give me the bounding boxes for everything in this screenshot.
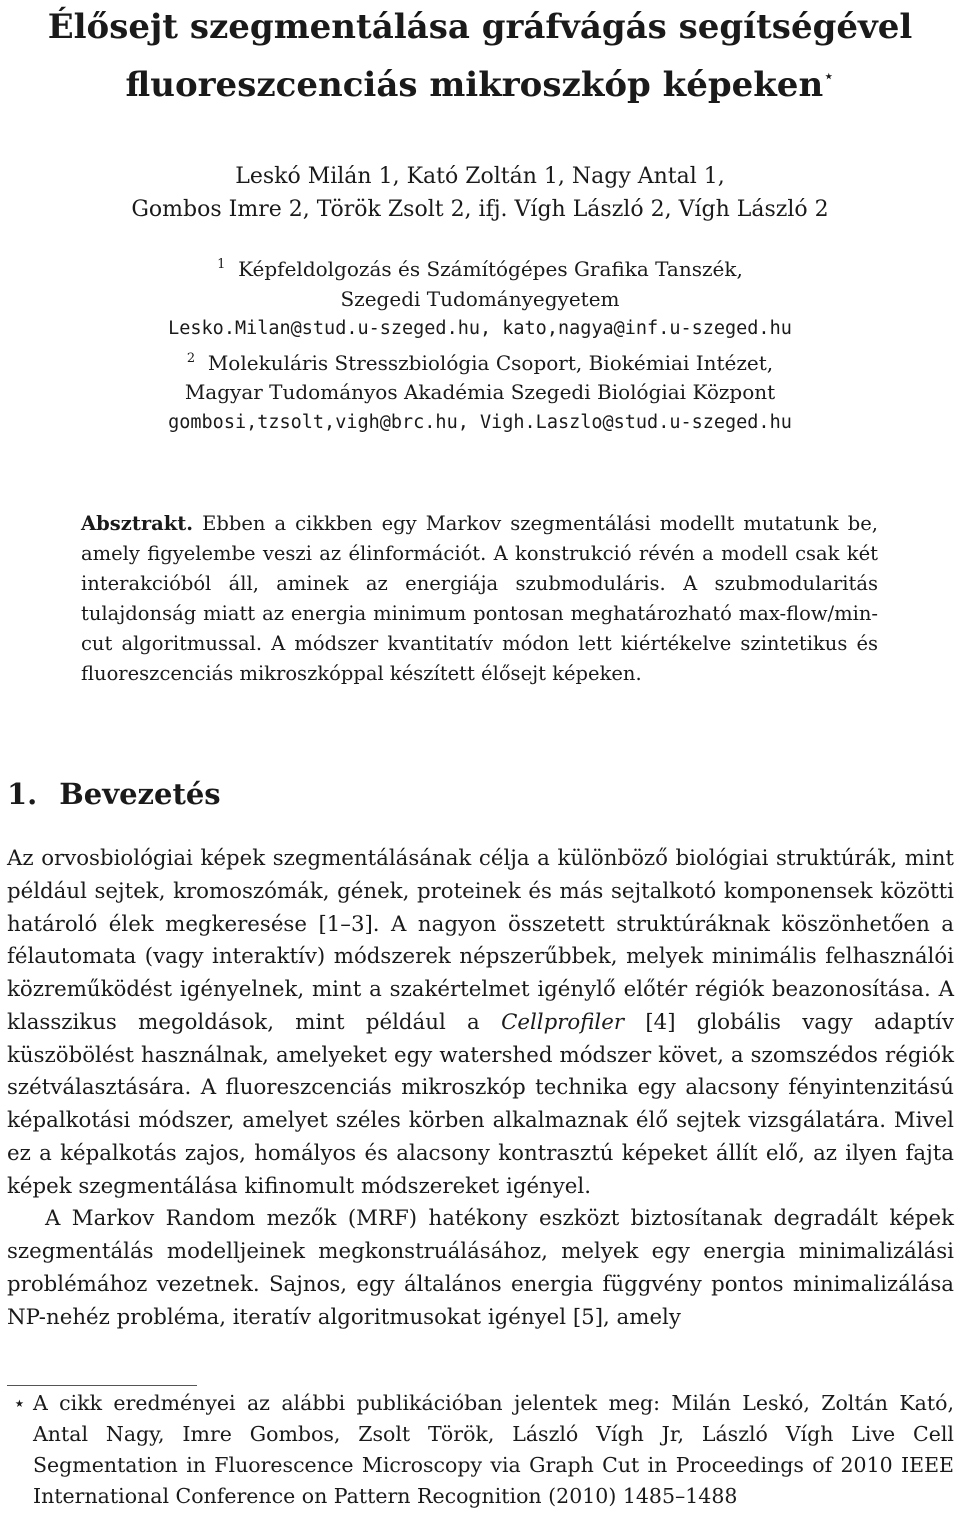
section-title: Bevezetés xyxy=(59,777,221,811)
abstract-label: Absztrakt. xyxy=(81,512,194,535)
affiliation-1-line-2: Szegedi Tudományegyetem xyxy=(340,286,620,311)
affiliation-2-line-1 xyxy=(0,344,960,379)
title-footnote-mark: ⋆ xyxy=(823,66,835,87)
cellprofiler-name: Cellprofiler xyxy=(501,1009,625,1035)
abstract-text: Ebben a cikkben egy Markov szegmentálási modellt mutatunk be, amely figyelembe veszi az élinformációt. A konstrukció révén a modell csak két interakcióból áll, aminek az energiája szubmoduláris. A szubmodularitás tulajdonság miatt az energia minimum pontosan meghatározható max-flow/min-cut algoritmussal. A módszer kvantitatív módon lett kiértékelve szintetikus és fluoreszcenciás mikroszkóppal készített élősejt képeken. xyxy=(81,512,879,685)
author-list xyxy=(0,160,960,226)
affiliation-2-mark: 2 xyxy=(186,350,196,366)
affiliation-2-line-2: Magyar Tudományos Akadémia Szegedi Biológiai Központ xyxy=(184,380,776,404)
affiliation-2-emails: gombosi,tzsolt,vigh@brc.hu, Vigh.Laszlo@stud.u-szeged.hu xyxy=(168,411,792,433)
paragraph-1-part-1: Az orvosbiológiai képek szegmentálásának célja a különböző biológiai struktúrák, mint például sejtek, kromoszómák, gének, proteinek és más sejtalkotó komponensek közötti határoló élek megkeresése [1–3]. A nagyon összetett struktúráknak köszönhetően a félautomata (vagy interaktív) módszerek népszerűbbek, melyek minimális felhasználói közreműködést igényelnek, mint a szakértelmet igénylő előtér régiók beazonosítása. A klasszikus megoldások, mint például a xyxy=(7,846,954,1035)
footnote xyxy=(7,1388,954,1512)
affiliations xyxy=(0,250,960,437)
affiliation-1-line-1 xyxy=(0,250,960,285)
section-heading xyxy=(7,774,221,814)
title-line-2-text: fluoreszcenciás mikroszkóp képeken xyxy=(125,65,824,105)
section-body xyxy=(7,843,954,1334)
paper-title xyxy=(0,2,960,110)
footnote-divider xyxy=(7,1385,197,1386)
paragraph-1 xyxy=(7,843,954,1203)
abstract xyxy=(81,509,878,689)
footnote-text: A cikk eredményei az alábbi publikációban jelentek meg: Milán Leskó, Zoltán Kató, Antal Nagy, Imre Gombos, Zsolt Török, László Vígh Jr, László Vígh Live Cell Segmentation in Fluorescence Microscopy via Graph Cut in Proceedings of 2010 IEEE International Conference on Pattern Recognition (2010) 1485–1488 xyxy=(33,1391,954,1508)
title-line-2 xyxy=(0,52,960,110)
paragraph-1-part-2: [4] globális vagy adaptív küszöbölést használnak, amelyeket egy watershed módszer követ, a szomszédos régiók szétválasztására. A fluoreszcenciás mikroszkóp technika egy alacsony fényintenzitású képalkotási módszer, amelyet széles körben alkalmaznak élő sejtek vizsgálatára. Mivel ez a képalkotás zajos, homályos és alacsony kontrasztú képeket állít elő, az ilyen fajta képek szegmentálása kifinomult módszereket igényel. xyxy=(7,1009,955,1199)
authors-line-1: Leskó Milán 1, Kató Zoltán 1, Nagy Antal 1, xyxy=(235,164,725,189)
footnote-mark: ⋆ xyxy=(13,1391,26,1415)
paragraph-2: A Markov Random mezők (MRF) hatékony eszközt biztosítanak degradált képek szegmentálás modelljeinek megkonstruálásához, melyek egy energia minimalizálási problémához vezetnek. Sajnos, egy általános energia függvény pontos minimalizálása NP-nehéz probléma, iteratív algoritmusokat igényel [5], amely xyxy=(7,1206,954,1330)
affiliation-1-name: Képfeldolgozás és Számítógépes Grafika Tanszék, xyxy=(238,257,743,281)
affiliation-2-name: Molekuláris Stresszbiológia Csoport, Biokémiai Intézet, xyxy=(207,350,774,375)
authors-line-2: Gombos Imre 2, Török Zsolt 2, ifj. Vígh László 2, Vígh László 2 xyxy=(131,197,829,222)
affiliation-1-emails: Lesko.Milan@stud.u-szeged.hu, kato,nagya@inf.u-szeged.hu xyxy=(168,318,792,339)
section-number: 1. xyxy=(7,777,38,811)
title-line-1: Élősejt szegmentálása gráfvágás segítségével xyxy=(47,7,913,47)
affiliation-1-mark: 1 xyxy=(217,257,226,272)
